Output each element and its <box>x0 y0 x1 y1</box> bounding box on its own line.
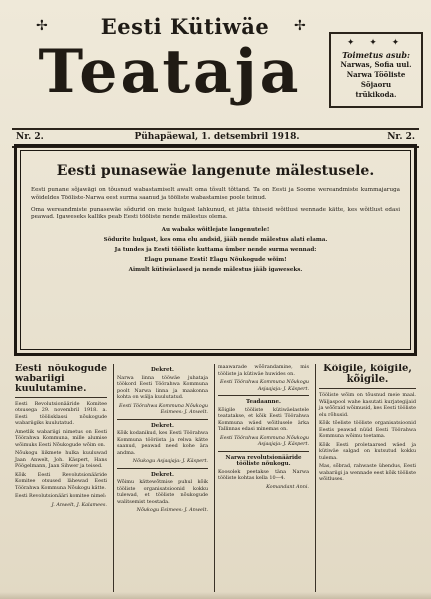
infobox-printer: Narwa Tööliste Sõjaoru <box>346 70 406 89</box>
divider <box>117 419 208 420</box>
memorial-line: Sõdurite hulgast, kes oma elu andsid, jääb nende mälestus alati elama. <box>103 237 328 244</box>
paper-edge <box>0 592 431 599</box>
article-signature: Eesti Töörahwa Kommuna Nõukogu Asjaajaja: J. Käspert. <box>220 434 309 447</box>
infobox-printer-cont: trükikoda. <box>355 90 397 99</box>
masthead-kicker: Eesti Kütiwäe <box>100 14 270 39</box>
infobox-heading: Toimetus asub: <box>342 50 410 60</box>
column-2 <box>113 364 211 592</box>
decree-paragraph: Wõimu kättewõtmise puhul kõik tööliste organisatsioonid kokku tulewad, et tööliste nõukogude walitsemist teostada. <box>117 479 208 505</box>
star-ornament-icon: ✦ ✦ ✦ <box>346 38 406 48</box>
decree-signature: Nõukogu Asjaajaja: J. Käspert. <box>132 458 208 464</box>
notice-heading: Teadaanne. <box>246 399 281 405</box>
decree-paragraph: Kõik kodanikud, kes Eesti Töörahwa Kommuna tööriista ja relwa kätte saanud, peawad need kohe ära andma. <box>117 430 208 456</box>
column-3 <box>214 364 312 592</box>
issue-number-right: Nr. 2. <box>387 132 415 142</box>
article-paragraph: Kõik tõeliste tööliste organisatsioonid Eestis peawad nüüd Eesti Töörahwa Kommuna wõimu toetama. <box>319 420 416 439</box>
divider <box>117 468 208 469</box>
article-paragraph: Nõukogu liikmete hulka kuuluwad Jaan Anwelt, Joh. Käspert, Hans Pöögelmann, Jaan Sihwer ja teised. <box>15 450 107 470</box>
memorial-paragraph: Oma wereandmiste punasewäe sõdurid on meie hulgast lahkunud, et jätta ühiseid wõitlusi wennade kätte, kes wõitlust edasi peawad. Igaweseks kalliks peab Eesti tööliste nende mälestus olema. <box>31 206 400 221</box>
article-paragraph: Mas, sõbrad, rahwaste ühendus, Eesti wabariigi ja wennade eest kõik tööliste wõitluses. <box>319 463 416 482</box>
memorial-line: Aimult kütiwäelased ja nende mälestus jääb igaweseks. <box>128 267 303 274</box>
article-paragraph: Ametlik wabariigi nimetus on Eesti Töörahwa Kommuna, mille alumise wõimuks Eesti Nõukogude wõim on. <box>15 428 107 448</box>
decree-heading: Dekret. <box>151 471 174 478</box>
article-signature: Komandant Anni. <box>266 483 309 490</box>
decree-heading: Dekret. <box>151 422 174 429</box>
council-heading: Narwa revolutsionääride tööliste nõukogu. <box>225 454 302 467</box>
memorial-paragraph: Eesti punane sõjawägi on tõusnud wabastamiselt awalt oma tõsult tõttand. Ta on Eesti ja Soome wereandmiste kummajaruga wõideldes Tööliste-Narwa eest surma saanud ja tööliste wabastamise poole teinud. <box>31 187 400 201</box>
divider <box>218 451 309 452</box>
column-4 <box>315 364 419 592</box>
article-signature: Eesti Töörahwa Kommuna Nõukogu Asjaajaja: J. Käspert. <box>220 379 309 392</box>
article-paragraph: Kõik Eesti proletaarsed wäed ja kütiwäe salgad on kutsutud kokku tulema. <box>319 441 416 461</box>
article-columns <box>12 364 422 594</box>
decree-paragraph: Narwa linna tööwäe juhataja töökord Eesti Töörahwa Kommuna poolt Narwa linna ja maakonna kohta on wälja kuulutatud. <box>117 374 208 400</box>
masthead <box>12 8 419 142</box>
article-paragraph: Tööliste wõim on tõusnud meie maal. Wäljaspool wahe kasutati kurjategijaid ja wõõraid wõimusid, kes Eesti tööliste elu rõhusid. <box>319 392 416 418</box>
article-paragraph: Kõigile tööliste kütiwäelastele teatatakse, et kõik Eesti Töörahwa Kommuna wäed wõitlusele ärka Tallinnas edasi minemas on. <box>218 406 309 432</box>
memorial-line: Ja tundes ja Eesti tööliste kuttama ümber nende surma wennad: <box>114 247 317 254</box>
decree-heading: Dekret. <box>151 367 174 373</box>
memorial-line: Elagu punane Eesti! Elagu Nõukogude wõim! <box>144 257 287 264</box>
article-paragraph: maawarade wõõrandamine, mis tööliste ja kütiwäe huwides on. <box>218 364 309 377</box>
article-title-all: Kõigile, kõigile, kõigile. <box>323 364 412 385</box>
memorial-line: Au wabaks wõitlejate langenutele! <box>161 227 270 234</box>
editorial-info-box <box>329 32 423 108</box>
column-1 <box>12 364 110 592</box>
article-paragraph: Eesti Revolutsionääri komitee nimel: <box>15 493 107 500</box>
decree-signature: Eesti Töörahwa Kommuna Nõukogu Esimees: J. Anwelt. <box>119 402 208 415</box>
ornament-right-icon: ✢ <box>294 18 306 34</box>
memorial-box <box>14 144 417 356</box>
article-title-republic: Eesti nõukogude wabariigi kuulutamine. <box>15 364 107 394</box>
divider <box>218 395 309 396</box>
issue-number-left: Nr. 2. <box>16 132 44 142</box>
decree-signature: Nõukogu Esimees: J. Anwelt. <box>136 507 208 513</box>
divider <box>15 397 107 398</box>
memorial-headline: Eesti punasewäe langenute mälestusele. <box>56 163 375 179</box>
infobox-address: Narwas, Sofia uul. <box>340 60 412 69</box>
masthead-title: Teataja <box>38 37 302 107</box>
article-paragraph: Koosolek peetakse täna Narwa tööliste kohtas kella 10—4. <box>218 468 309 481</box>
article-signature: J. Anwelt, J. Kalamees. <box>51 501 107 508</box>
article-paragraph: Kõik Eesti Revolutsionääride Komitee otsused lähewad Eesti Töörahwa Kommuna Nõukogu kätte. <box>15 471 107 491</box>
issue-date: Pühapäewal, 1. detsembril 1918. <box>134 132 300 142</box>
article-paragraph: Eesti Revolutsionääride Komitee otsusega 29. novembril 1918. a. Eesti töölisklassi nõukogude wabariigiks kuulutatud. <box>15 400 107 427</box>
ornament-left-icon: ✢ <box>36 18 48 34</box>
divider <box>319 388 416 389</box>
